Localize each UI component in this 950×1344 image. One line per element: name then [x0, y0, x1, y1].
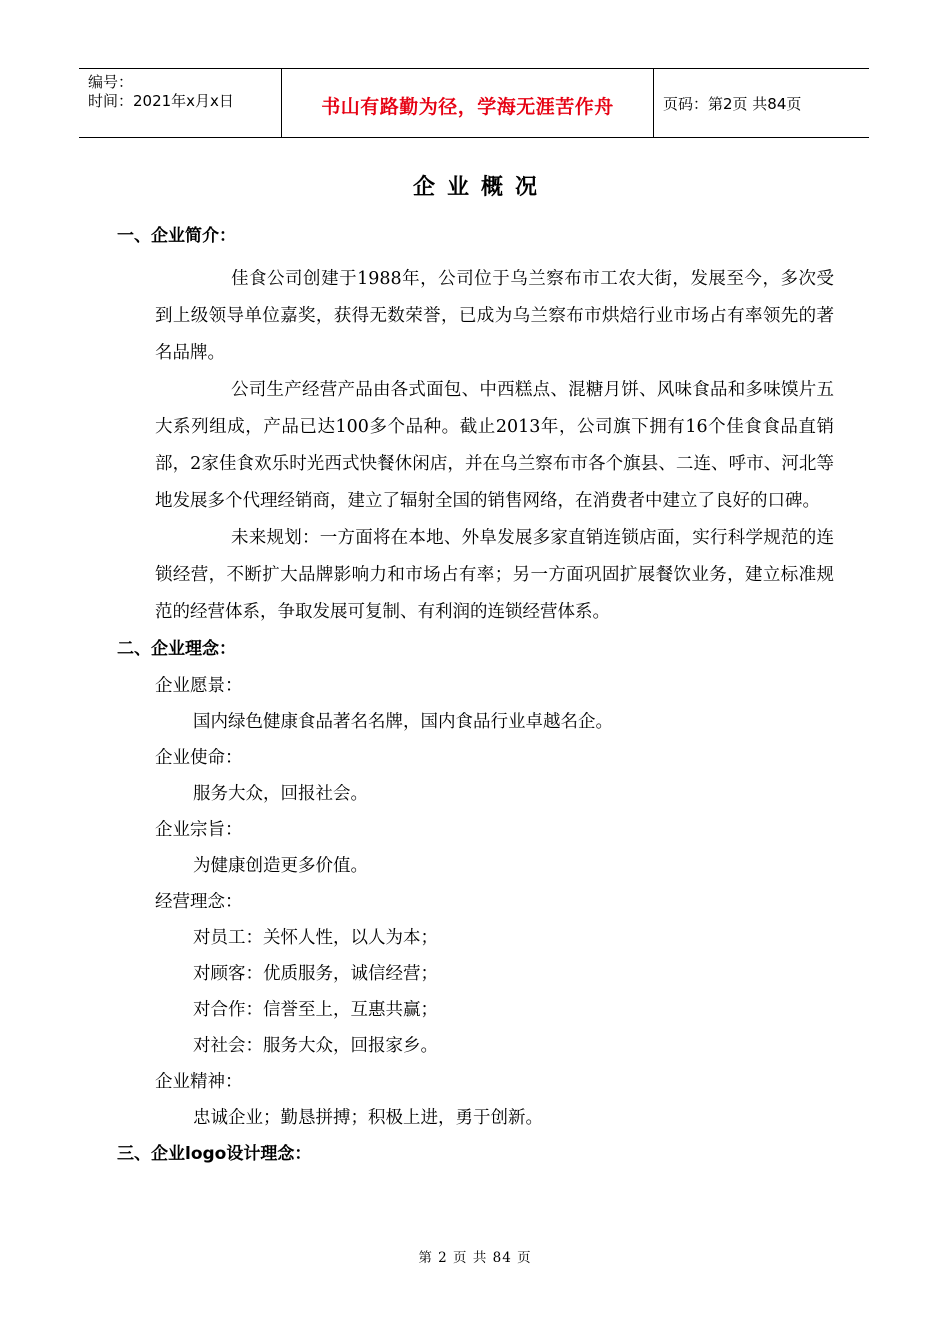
section-heading-logo: 三、企业logo设计理念： [117, 1144, 312, 1164]
header-time: 时间：2021年x月x日 [88, 92, 234, 110]
section-heading-intro: 一、企业简介： [117, 226, 236, 246]
mission-label: 企业使命： [155, 748, 243, 768]
header-slogan: 书山有路勤为径，学海无涯苦作舟 [281, 69, 654, 137]
philosophy-item: 对社会：服务大众，回报家乡。 [193, 1036, 438, 1056]
spirit-text: 忠诚企业；勤恳拼搏；积极上进，勇于创新。 [193, 1108, 543, 1128]
document-title: 企业概况 [412, 175, 549, 200]
philosophy-item: 对顾客：优质服务，诚信经营； [193, 964, 438, 984]
purpose-label: 企业宗旨： [155, 820, 243, 840]
mission-text: 服务大众，回报社会。 [193, 784, 368, 804]
header-page-number: 页码：第2页 共84页 [663, 94, 802, 113]
header-number: 编号： [88, 73, 134, 91]
philosophy-label: 经营理念： [155, 892, 243, 912]
header-meta [79, 69, 281, 137]
vision-text: 国内绿色健康食品著名名牌，国内食品行业卓越名企。 [193, 712, 613, 732]
section-heading-philosophy: 二、企业理念： [117, 639, 236, 659]
paragraph-intro-3: 未来规划：一方面将在本地、外阜发展多家直销连锁店面，实行科学规范的连锁经营，不断扩大品牌影响力和市场占有率；另一方面巩固扩展餐饮业务，建立标准规范的经营体系，争取发展可复制、有利润的连锁经营体系。 [155, 528, 834, 622]
philosophy-item: 对合作：信誉至上，互惠共赢； [193, 1000, 438, 1020]
philosophy-item: 对员工：关怀人性，以人为本； [193, 928, 438, 948]
spirit-label: 企业精神： [155, 1072, 243, 1092]
paragraph-intro-2: 公司生产经营产品由各式面包、中西糕点、混糖月饼、风味食品和多味馍片五大系列组成，产品已达100多个品种。截止2013年，公司旗下拥有16个佳食食品直销部，2家佳食欢乐时光西式快餐休闲店，并在乌兰察布市各个旗县、二连、呼市、河北等地发展多个代理经销商，建立了辐射全国的销售网络，在消费者中建立了良好的口碑。 [155, 380, 834, 511]
purpose-text: 为健康创造更多价值。 [193, 856, 368, 876]
paragraph-intro-1: 佳食公司创建于1988年，公司位于乌兰察布市工农大街，发展至今，多次受到上级领导单位嘉奖，获得无数荣誉，已成为乌兰察布市烘焙行业市场占有率领先的著名品牌。 [155, 269, 834, 363]
page-header [79, 68, 869, 138]
page-footer: 第 2 页 共 84 页 [418, 1250, 532, 1266]
document-body [117, 224, 834, 1179]
vision-label: 企业愿景： [155, 676, 243, 696]
